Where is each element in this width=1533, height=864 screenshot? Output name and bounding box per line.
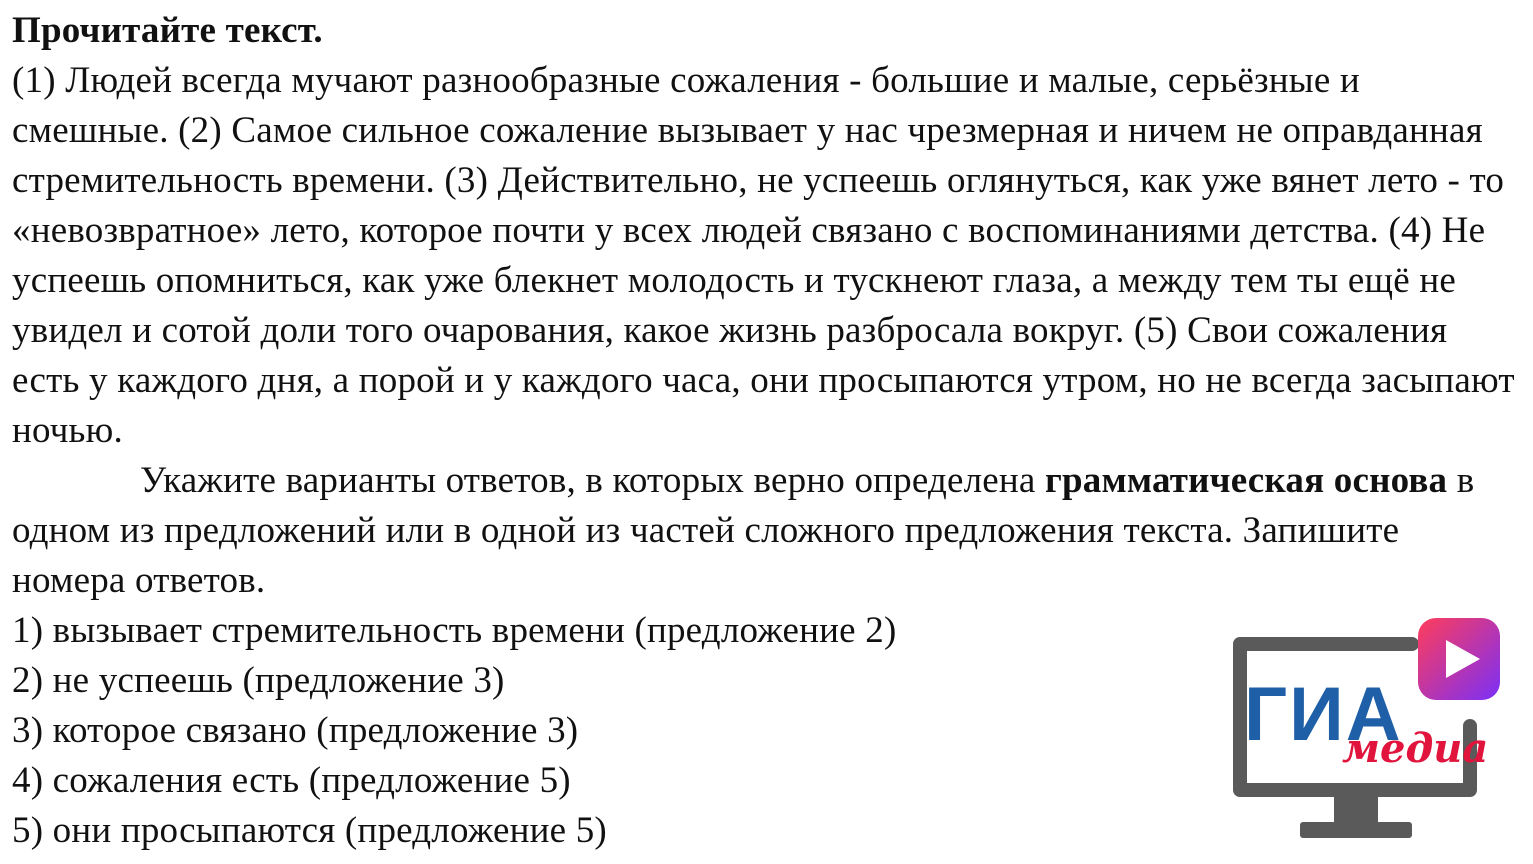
sentence-4: (4) Не успеешь опомниться, как уже блекнет молодость и тускнеют глаза, а между тем ты ещё не увидел и сотой доли того очарования, какое жизнь разбросала вокруг. bbox=[12, 210, 1486, 351]
task-keyword: грамматическая основа bbox=[1045, 460, 1448, 501]
page-title: Прочитайте текст. bbox=[12, 10, 323, 51]
logo-secondary-text: медиа bbox=[1342, 725, 1489, 772]
answer-option: 4) сожаления есть (предложение 5) bbox=[12, 760, 571, 801]
sentence-3: (3) Действительно, не успеешь оглянуться, как уже вянет лето - то «невозвратное» лето, которое почти у всех людей связано с воспоминаниями детства. bbox=[12, 160, 1505, 251]
answer-option: 2) не успеешь (предложение 3) bbox=[12, 660, 505, 701]
source-text bbox=[12, 56, 1517, 456]
logo-primary-text: ГИА bbox=[1244, 672, 1403, 757]
answer-option: 1) вызывает стремительность времени (предложение 2) bbox=[12, 610, 897, 651]
task-text-start: Укажите варианты ответов, в которых верно определена bbox=[140, 460, 1036, 501]
logo-graphic bbox=[1222, 614, 1512, 854]
sentence-1: (1) Людей всегда мучают разнообразные сожаления - большие и малые, серьёзные и смешные. bbox=[12, 60, 1360, 151]
answer-option: 5) они просыпаются (предложение 5) bbox=[12, 810, 607, 851]
sentence-5: (5) Свои сожаления есть у каждого дня, а порой и у каждого часа, они просыпаются утром, но не всегда засыпают ночью. bbox=[12, 310, 1515, 451]
task-text-end: в одном из предложений или в одной из частей сложного предложения текста. Запишите номера ответов. bbox=[12, 460, 1475, 601]
sentence-2: (2) Самое сильное сожаление вызывает у нас чрезмерная и ничем не оправданная стремительность времени. bbox=[12, 110, 1483, 201]
gia-media-logo bbox=[1222, 614, 1512, 854]
answer-option: 3) которое связано (предложение 3) bbox=[12, 710, 579, 751]
monitor-base bbox=[1300, 822, 1412, 838]
task-instructions bbox=[12, 456, 1517, 606]
monitor-stand bbox=[1334, 796, 1378, 822]
